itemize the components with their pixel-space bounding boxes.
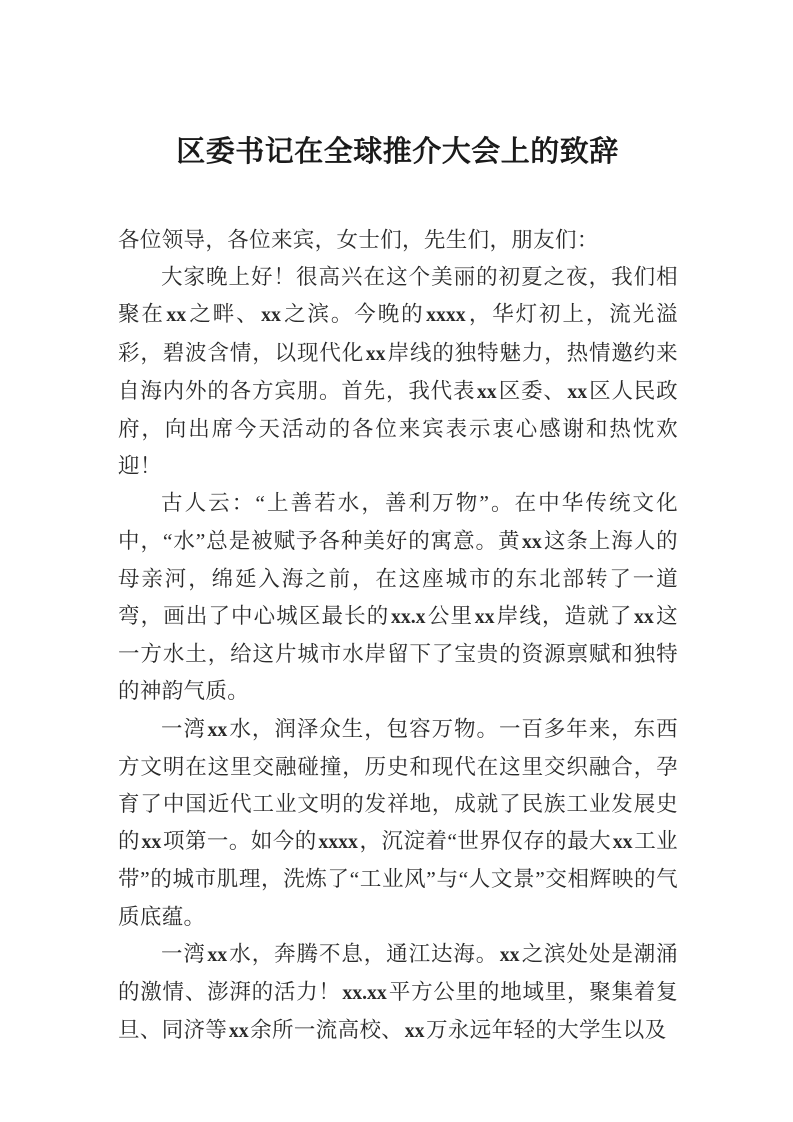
placeholder-token: xx <box>365 342 386 365</box>
placeholder-token: xx <box>166 304 187 327</box>
placeholder-token: xx <box>522 530 542 553</box>
document-body <box>118 222 678 1050</box>
placeholder-token: xx <box>612 831 633 854</box>
placeholder-token: xxxx <box>318 831 358 854</box>
page-title: 区委书记在全球推介大会上的致辞 <box>176 136 619 168</box>
paragraph-water-culture: 古人云：“上善若水，善利万物”。在中华传统文化中，“水”总是被赋予各种美好的寓意。黄xx这条上海人的母亲河，绵延入海之前，在这座城市的东北部转了一道弯，画出了中心城区最长的xx.x公里xx岸线，造就了xx这一方水土，给这片城市水岸留下了宝贵的资源禀赋和独特的神韵气质。 <box>118 491 679 704</box>
paragraph-salutation: 各位领导，各位来宾，女士们，先生们，朋友们： <box>118 228 599 252</box>
placeholder-token: xx <box>474 606 495 629</box>
paragraph-vitality: 一湾xx水，奔腾不息，通江达海。xx之滨处处是潮涌的激情、澎湃的活力！xx.xx平方公里的地域里，聚集着复旦、同济等xx余所一流高校、xx万永远年轻的大学生以及 <box>118 941 679 1043</box>
paragraph-welcome: 大家晚上好！很高兴在这个美丽的初夏之夜，我们相聚在xx之畔、xx之滨。今晚的xxxx，华灯初上，流光溢彩，碧波含情，以现代化xx岸线的独特魅力，热情邀约来自海内外的各方宾朋。首先，我代表xx区委、xx区人民政府，向出席今天活动的各位来宾表示衷心感谢和热忱欢迎！ <box>118 265 678 479</box>
paragraph-industrial-heritage: 一湾xx水，润泽众生，包容万物。一百多年来，东西方文明在这里交融碰撞，历史和现代在这里交织融合，孕育了中国近代工业文明的发祥地，成就了民族工业发展史的xx项第一。如今的xxxx，沉淀着“世界仅存的最大xx工业带”的城市肌理，洗炼了“工业风”与“人文景”交相辉映的气质底蕴。 <box>118 716 679 929</box>
placeholder-token: xx.xx <box>342 982 387 1005</box>
placeholder-token: xx <box>207 718 228 741</box>
placeholder-token: xx <box>261 304 281 327</box>
placeholder-token: xx <box>404 1020 425 1043</box>
placeholder-token: xx <box>228 1020 249 1043</box>
placeholder-token: xx <box>476 380 497 403</box>
placeholder-token: xx <box>141 831 162 854</box>
placeholder-token: xx <box>207 943 228 966</box>
placeholder-token: xx <box>634 606 654 629</box>
placeholder-token: xx.x <box>390 606 426 629</box>
placeholder-token: xx <box>567 380 588 403</box>
placeholder-token: xx <box>499 943 520 966</box>
placeholder-token: xxxx <box>426 304 466 327</box>
